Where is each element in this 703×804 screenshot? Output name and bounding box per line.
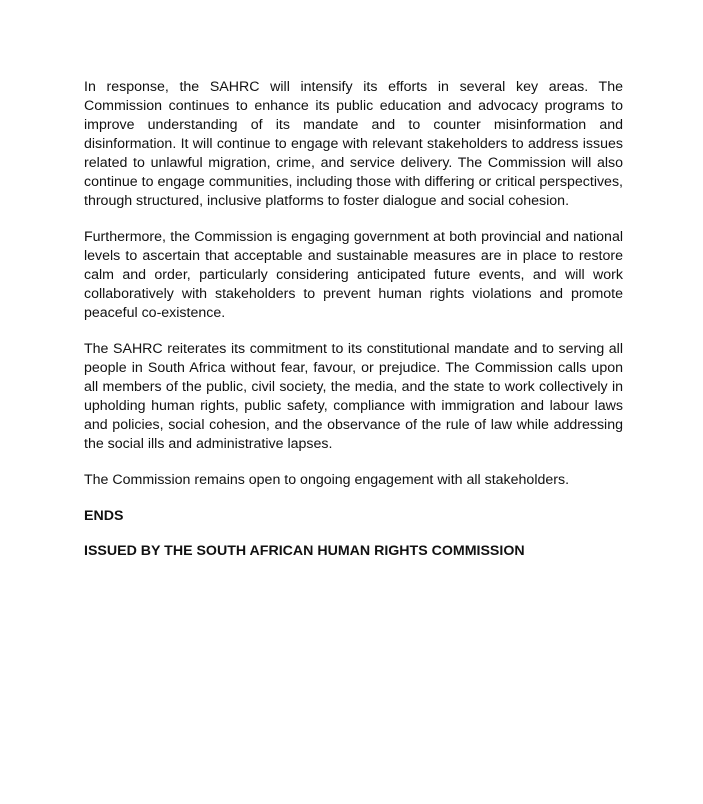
issued-by-label: ISSUED BY THE SOUTH AFRICAN HUMAN RIGHTS COMMISSION: [84, 543, 525, 559]
document-page: [84, 78, 623, 577]
paragraph-open-engagement: The Commission remains open to ongoing engagement with all stakeholders.: [84, 472, 570, 488]
paragraph-government-engagement: Furthermore, the Commission is engaging government at both provincial and national levels to ascertain that acceptable and sustainable measures are in place to restore calm and order, particularly considering anticipated future events, and will work collaboratively with stakeholders to prevent human rights violations and promote peaceful co-existence.: [84, 229, 623, 321]
paragraph-response-efforts: In response, the SAHRC will intensify its efforts in several key areas. The Commission continues to enhance its public education and advocacy programs to improve understanding of its mandate and to counter misinformation and disinformation. It will continue to engage with relevant stakeholders to address issues related to unlawful migration, crime, and service delivery. The Commission will also continue to engage communities, including those with differing or critical perspectives, through structured, inclusive platforms to foster dialogue and social cohesion.: [84, 79, 623, 209]
ends-label: ENDS: [84, 508, 124, 524]
paragraph-commitment: The SAHRC reiterates its commitment to its constitutional mandate and to serving all people in South Africa without fear, favour, or prejudice. The Commission calls upon all members of the public, civil society, the media, and the state to work collectively in upholding human rights, public safety, compliance with immigration and labour laws and policies, social cohesion, and the observance of the rule of law while addressing the social ills and administrative lapses.: [84, 341, 623, 452]
